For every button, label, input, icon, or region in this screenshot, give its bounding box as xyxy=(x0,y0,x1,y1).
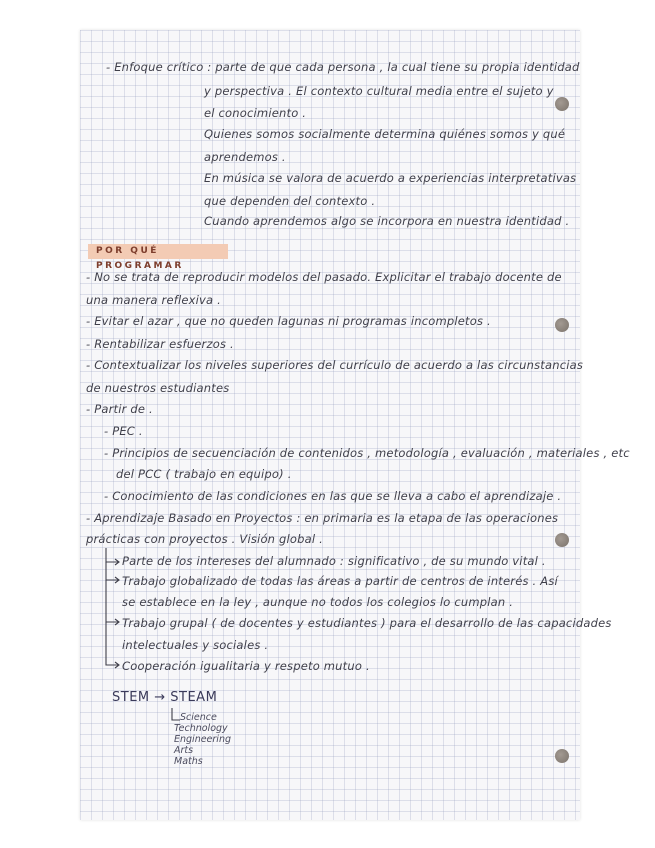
note-line: prácticas con proyectos . Visión global . xyxy=(86,532,324,546)
steam-item: Science xyxy=(180,712,217,723)
note-line: y perspectiva . El contexto cultural media entre el sujeto y xyxy=(204,84,554,98)
steam-item: Maths xyxy=(174,756,203,767)
note-line: el conocimiento . xyxy=(204,106,307,120)
note-line: Cuando aprendemos algo se incorpora en nuestra identidad . xyxy=(204,214,570,228)
note-line: Parte de los intereses del alumnado : significativo , de su mundo vital . xyxy=(122,554,546,568)
note-line: - Principios de secuenciación de contenidos , metodología , evaluación , materiales , etc xyxy=(104,446,630,460)
note-line: intelectuales y sociales . xyxy=(122,638,269,652)
note-line: Quienes somos socialmente determina quiénes somos y qué xyxy=(204,127,566,141)
steam-item: Engineering xyxy=(174,734,231,745)
note-line: - PEC . xyxy=(104,424,143,438)
note-line: Cooperación igualitaria y respeto mutuo . xyxy=(122,659,370,673)
note-line: - Aprendizaje Basado en Proyectos : en primaria es la etapa de las operaciones xyxy=(86,511,559,525)
note-line: una manera reflexiva . xyxy=(86,293,222,307)
note-line: - Evitar el azar , que no queden lagunas ni programas incompletos . xyxy=(86,314,491,328)
note-line: que dependen del contexto . xyxy=(204,194,376,208)
note-line: de nuestros estudiantes xyxy=(86,381,230,395)
note-line: - Rentabilizar esfuerzos . xyxy=(86,337,234,351)
note-line: Trabajo grupal ( de docentes y estudiantes ) para el desarrollo de las capacidades xyxy=(122,616,612,630)
steam-title: STEM → STEAM xyxy=(112,690,218,705)
note-line: - Conocimiento de las condiciones en las que se lleva a cabo el aprendizaje . xyxy=(104,489,562,503)
note-line: Trabajo globalizado de todas las áreas a partir de centros de interés . Así xyxy=(122,574,558,588)
note-line: - Enfoque crítico : parte de que cada persona , la cual tiene su propia identidad xyxy=(106,60,580,74)
note-line: se establece en la ley , aunque no todos los colegios lo cumplan . xyxy=(122,595,514,609)
note-line: aprendemos . xyxy=(204,150,286,164)
note-line: - No se trata de reproducir modelos del pasado. Explicitar el trabajo docente de xyxy=(86,270,562,284)
steam-item: Arts xyxy=(174,745,194,756)
note-line: del PCC ( trabajo en equipo) . xyxy=(116,467,292,481)
steam-item: Technology xyxy=(174,723,228,734)
note-line: - Contextualizar los niveles superiores del currículo de acuerdo a las circunstancias xyxy=(86,358,584,372)
note-line: - Partir de . xyxy=(86,402,153,416)
section-heading: POR QUÉ PROGRAMAR xyxy=(88,244,228,259)
steam-list xyxy=(174,712,231,767)
note-line: En música se valora de acuerdo a experiencias interpretativas xyxy=(204,171,577,185)
